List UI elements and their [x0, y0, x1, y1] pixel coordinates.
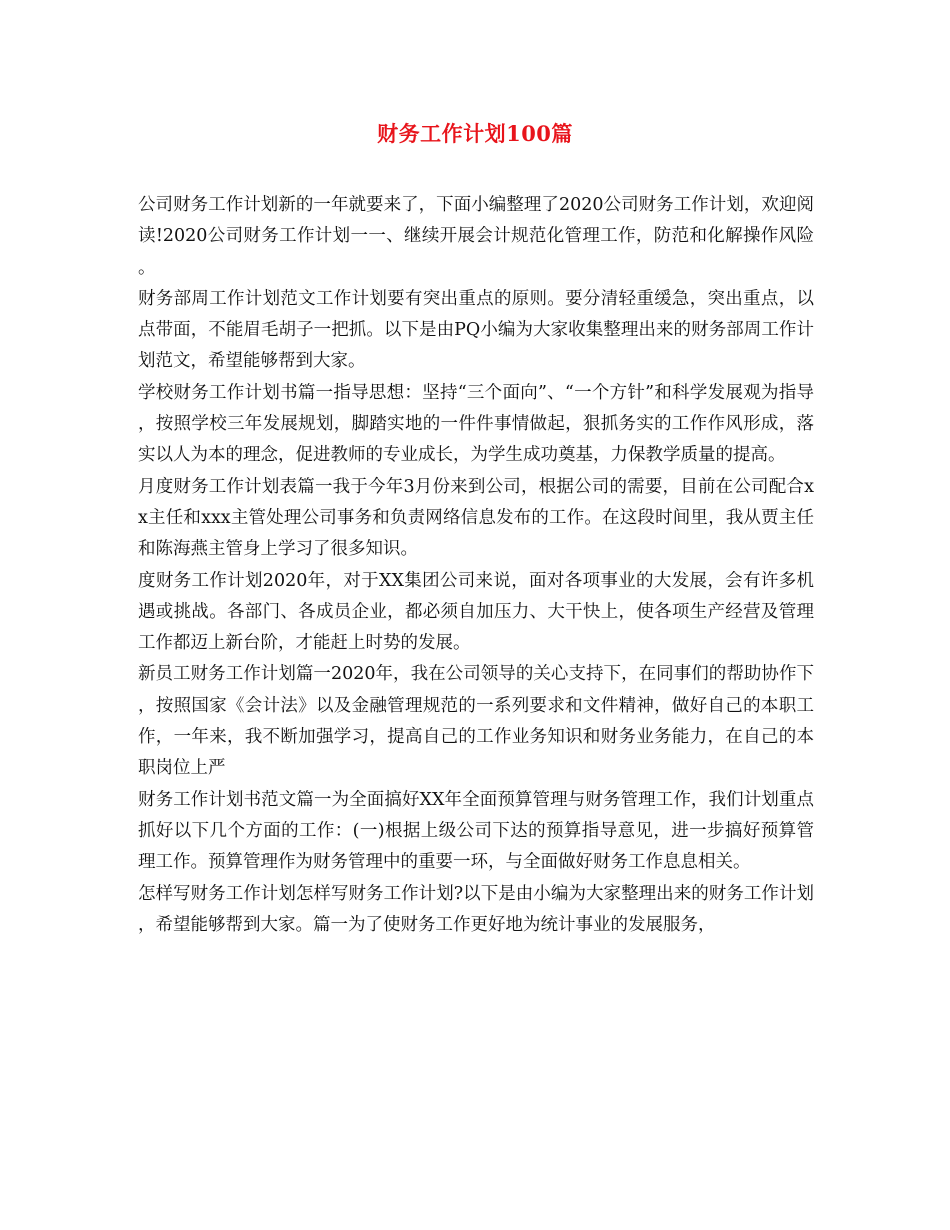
paragraph-4: 月度财务工作计划表篇一我于今年3月份来到公司，根据公司的需要，目前在公司配合xx主任和xxx主管处理公司事务和负责网络信息发布的工作。在这段时间里，我从贾主任和陈海燕主管身上学习了很多知识。: [138, 476, 814, 560]
paragraph-6: 新员工财务工作计划篇一2020年，我在公司领导的关心支持下，在同事们的帮助协作下，按照国家《会计法》以及金融管理规范的一系列要求和文件精神，做好自己的本职工作，一年来，我不断加强学习，提高自己的工作业务知识和财务业务能力，在自己的本职岗位上严: [138, 664, 814, 779]
paragraph-7: 财务工作计划书范文篇一为全面搞好XX年全面预算管理与财务管理工作，我们计划重点抓好以下几个方面的工作：(一)根据上级公司下达的预算指导意见，进一步搞好预算管理工作。预算管理作为财务管理中的重要一环，与全面做好财务工作息息相关。: [138, 789, 814, 873]
paragraph-1: 公司财务工作计划新的一年就要来了，下面小编整理了2020公司财务工作计划，欢迎阅读!2020公司财务工作计划一一、继续开展会计规范化管理工作，防范和化解操作风险。: [138, 195, 814, 278]
document-body: [138, 190, 814, 941]
document-title: 财务工作计划100篇: [377, 121, 573, 146]
paragraph-8: 怎样写财务工作计划怎样写财务工作计划?以下是由小编为大家整理出来的财务工作计划，希望能够帮到大家。篇一为了使财务工作更好地为统计事业的发展服务，: [138, 883, 814, 935]
paragraph-5: 度财务工作计划2020年，对于XX集团公司来说，面对各项事业的大发展，会有许多机遇或挑战。各部门、各成员企业，都必须自加压力、大干快上，使各项生产经营及管理工作都迈上新台阶，才能赶上时势的发展。: [138, 570, 814, 654]
paragraph-3: 学校财务工作计划书篇一指导思想：坚持“三个面向”、“一个方针”和科学发展观为指导，按照学校三年发展规划，脚踏实地的一件件事情做起，狠抓务实的工作作风形成，落实以人为本的理念，促进教师的专业成长，为学生成功奠基，力保教学质量的提高。: [138, 382, 814, 466]
paragraph-2: 财务部周工作计划范文工作计划要有突出重点的原则。要分清轻重缓急，突出重点，以点带面，不能眉毛胡子一把抓。以下是由PQ小编为大家收集整理出来的财务部周工作计划范文，希望能够帮到大家。: [138, 288, 814, 372]
